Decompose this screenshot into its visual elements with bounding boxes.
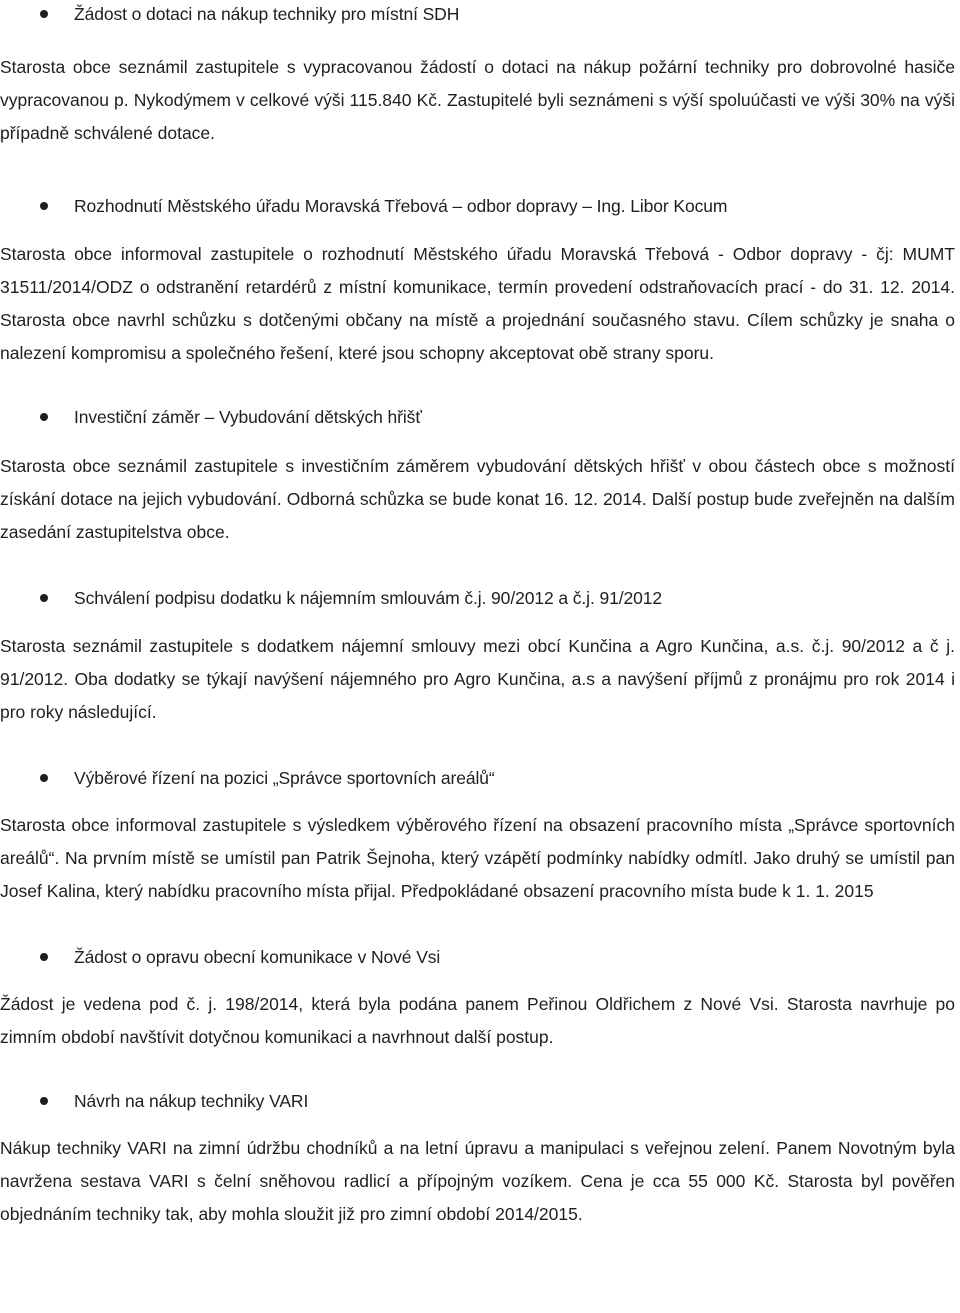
section-traffic-decision: [0, 195, 958, 370]
bullet-icon: [0, 202, 74, 210]
bullet-icon: [0, 413, 74, 421]
bullet-item: [0, 946, 958, 968]
section-paragraph: Žádost je vedena pod č. j. 198/2014, která byla podána panem Peřinou Oldřichem z Nové Vsi. Starosta navrhuje po zimním období navštívit dotyčnou komunikaci a navrhnout další postup.: [0, 994, 955, 1047]
section-paragraph: Nákup techniky VARI na zimní údržbu chodníků a na letní úpravu a manipulaci s veřejnou zelení. Panem Novotným byla navržena sestava VARI s čelní sněhovou radlicí a přípojným vozíkem. Cena je cca 55 000 Kč. Starosta byl pověřen objednáním techniky tak, aby mohla sloužit již pro zimní období 2014/2015.: [0, 1138, 955, 1224]
bullet-item: [0, 767, 958, 789]
section-lease-amendment: [0, 587, 958, 729]
document-page: [0, 3, 960, 1231]
section-paragraph: Starosta obce informoval zastupitele o rozhodnutí Městského úřadu Moravská Třebová - Odbor dopravy - čj: MUMT 31511/2014/ODZ o odstranění retardérů z místní komunikace, termín provedení odstraňovacích prací - do 31. 12. 2014. Starosta obce navrhl schůzku s dotčenými občany na místě a projednání současného stavu. Cílem schůzky je snaha o nalezení kompromisu a společného řešení, které jsou schopny akceptovat obě strany sporu.: [0, 244, 955, 363]
bullet-item: [0, 3, 958, 25]
section-paragraph: Starosta obce informoval zastupitele s výsledkem výběrového řízení na obsazení pracovního místa „Správce sportovních areálů“. Na prvním místě se umístil pan Patrik Šejnoha, který vzápětí podmínky nabídky odmítl. Jako druhý se umístil pan Josef Kalina, který nabídku pracovního místa přijal. Předpokládané obsazení pracovního místa bude k 1. 1. 2015: [0, 815, 955, 901]
bullet-icon: [0, 594, 74, 602]
bullet-icon: [0, 10, 74, 18]
bullet-item: [0, 195, 958, 217]
section-heading: Návrh na nákup techniky VARI: [74, 1090, 309, 1111]
section-heading: Schválení podpisu dodatku k nájemním smlouvám č.j. 90/2012 a č.j. 91/2012: [74, 587, 663, 608]
section-selection-procedure: [0, 767, 958, 908]
bullet-item: [0, 587, 958, 609]
section-playgrounds: [0, 406, 958, 549]
section-heading: Investiční záměr – Vybudování dětských hřišť: [74, 406, 422, 427]
section-paragraph: Starosta seznámil zastupitele s dodatkem nájemní smlouvy mezi obcí Kunčina a Agro Kunčina, a.s. č.j. 90/2012 a č j. 91/2012. Oba dodatky se týkají navýšení nájemného pro Agro Kunčina, a.s a navýšení příjmů z pronájmu pro rok 2014 i pro roky následující.: [0, 636, 955, 722]
section-road-repair: [0, 946, 958, 1054]
section-heading: Žádost o dotaci na nákup techniky pro místní SDH: [74, 3, 460, 24]
section-heading: Výběrové řízení na pozici „Správce sportovních areálů“: [74, 767, 495, 788]
bullet-icon: [0, 953, 74, 961]
section-heading: Rozhodnutí Městského úřadu Moravská Třebová – odbor dopravy – Ing. Libor Kocum: [74, 195, 728, 216]
section-heading: Žádost o opravu obecní komunikace v Nové Vsi: [74, 946, 441, 967]
bullet-icon: [0, 1097, 74, 1105]
section-paragraph: Starosta obce seznámil zastupitele s investičním záměrem vybudování dětských hřišť v obou částech obce s možností získání dotace na jejich vybudování. Odborná schůzka se bude konat 16. 12. 2014. Další postup bude zveřejněn na dalším zasedání zastupitelstva obce.: [0, 456, 955, 542]
section-vari-purchase: [0, 1090, 958, 1231]
section-sdh-grant: [0, 3, 958, 150]
bullet-item: [0, 1090, 958, 1112]
section-paragraph: Starosta obce seznámil zastupitele s vypracovanou žádostí o dotaci na nákup požární techniky pro dobrovolné hasiče vypracovanou p. Nykodýmem v celkové výši 115.840 Kč. Zastupitelé byli seznámeni s výší spoluúčasti ve výši 30% na výši případně schválené dotace.: [0, 57, 955, 143]
bullet-item: [0, 406, 958, 428]
bullet-icon: [0, 774, 74, 782]
